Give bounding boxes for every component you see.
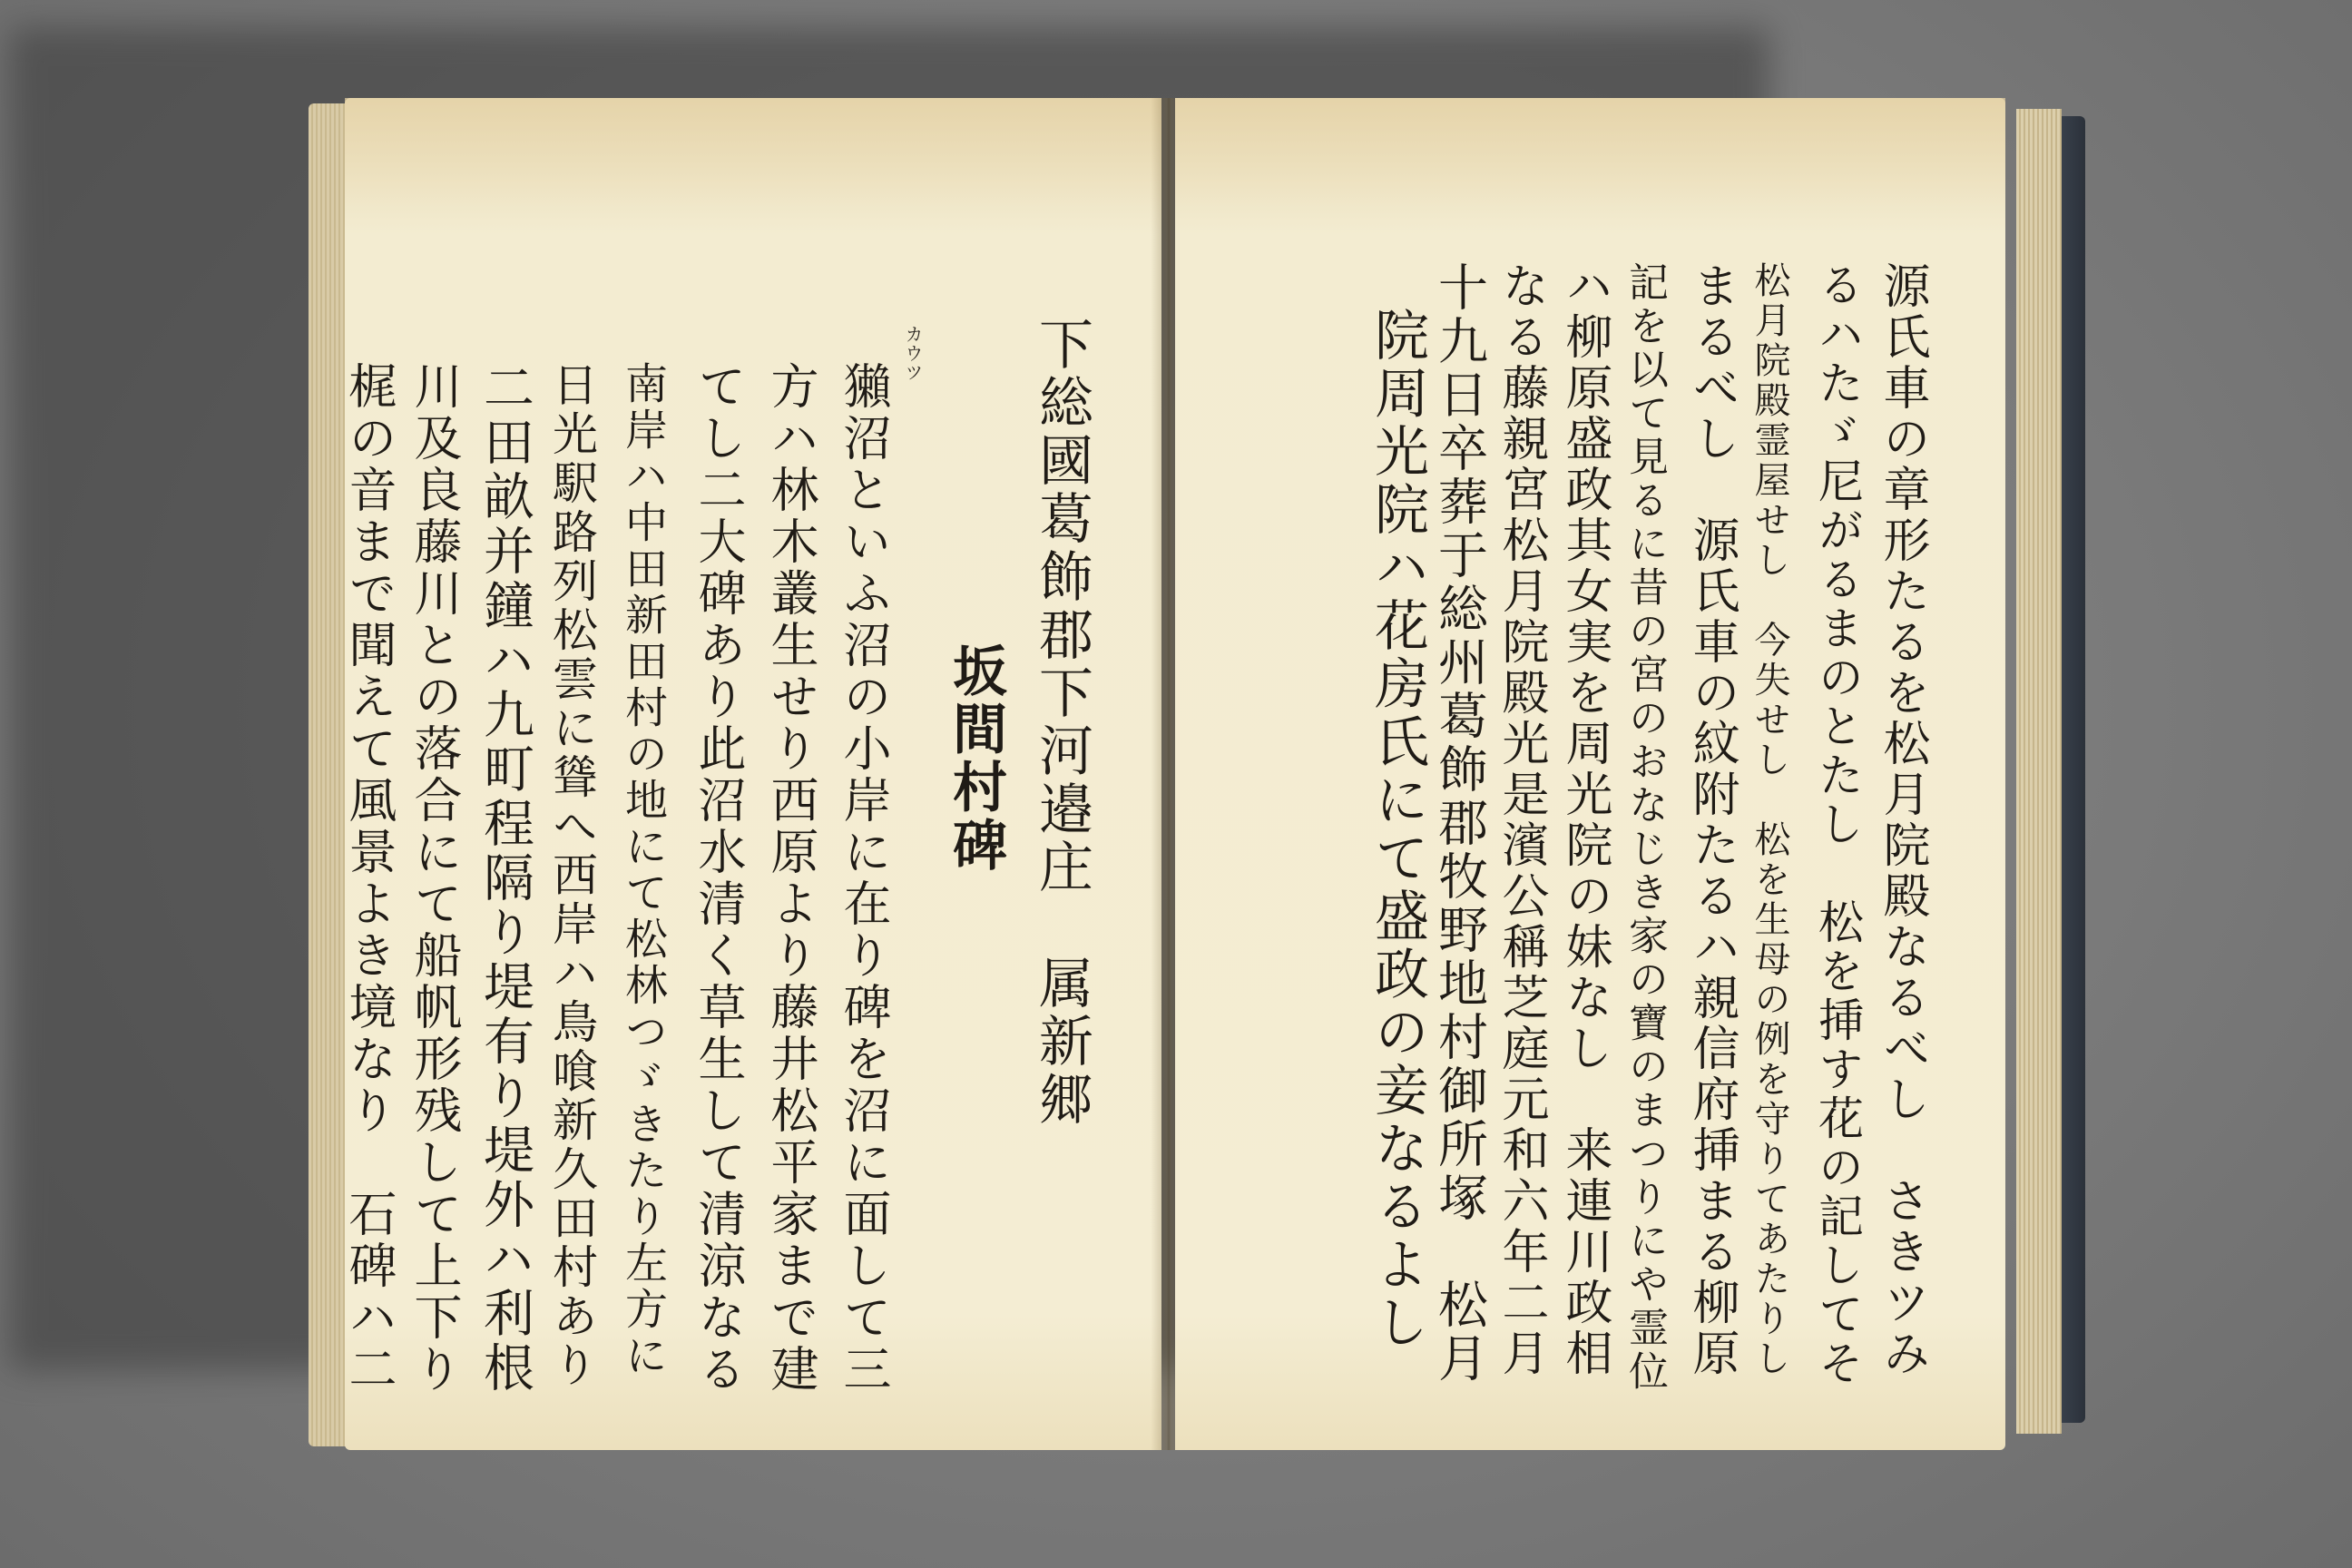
text-column: 院周光院ハ花房氏にて盛政の妾なるよし bbox=[1366, 307, 1429, 1352]
text-column: 南岸ハ中田新田村の地にて松林つゞきたり左方に bbox=[618, 361, 668, 1379]
text-column: 二田畝并鐘ハ九町程隔り堤有り堤外ハ利根 bbox=[475, 361, 534, 1396]
text-column: 日光駅路列松雲に聳へ西岸ハ鳥喰新久田村あり bbox=[545, 361, 598, 1390]
text-column: 獺沼といふ沼の小岸に在り碑を沼に面して三 bbox=[836, 361, 891, 1396]
text-column: 源氏車の章形たるを松月院殿なるべし さきツみ bbox=[1875, 261, 1929, 1379]
right-page bbox=[1175, 98, 2005, 1450]
text-column: てし二大碑あり此沼水清く草生して清涼なる bbox=[691, 361, 746, 1396]
text-column: 梶の音まで聞えて風景よき境なり 石碑ハ二 bbox=[341, 361, 397, 1396]
furigana-annotation: カウツ bbox=[902, 325, 924, 382]
left-page bbox=[341, 98, 1161, 1450]
paper-stain bbox=[345, 98, 1161, 234]
text-column: 松月院殿霊屋せし 今失せし 松を生母の例を守りてあたりし bbox=[1749, 261, 1790, 1379]
text-column: ハ柳原盛政其女実を周光院の妹なし 来連川政相 bbox=[1557, 261, 1612, 1379]
left-page-heading: 下総國葛飾郡下河邉庄 属新郷 bbox=[1030, 316, 1093, 1129]
text-column: 川及良藤川との落合にて船帆形残して上下り bbox=[407, 361, 462, 1396]
text-column: 方ハ林木叢生せり西原より藤井松平家まで建 bbox=[763, 361, 818, 1396]
text-column: 記を以て見るに昔の宮のおなじき家の寶のまつりにや霊位 bbox=[1622, 261, 1668, 1394]
paper-stain bbox=[1175, 98, 2005, 234]
right-page-stack bbox=[2016, 109, 2062, 1434]
text-column: 十九日卒葬于総州葛飾郡牧野地村御所塚 松月 bbox=[1430, 261, 1488, 1386]
text-column: るハたゞ尼がるまのとたし 松を挿す花の記してそ bbox=[1811, 261, 1864, 1388]
text-column: まるべし 源氏車の紋附たるハ親信府挿まる柳原 bbox=[1684, 261, 1739, 1379]
open-book bbox=[309, 98, 2078, 1468]
left-page-subheading: 坂間村碑 bbox=[944, 642, 1007, 875]
text-column: なる藤親宮松月院殿光是濱公稱芝庭元和六年二月 bbox=[1494, 261, 1548, 1379]
